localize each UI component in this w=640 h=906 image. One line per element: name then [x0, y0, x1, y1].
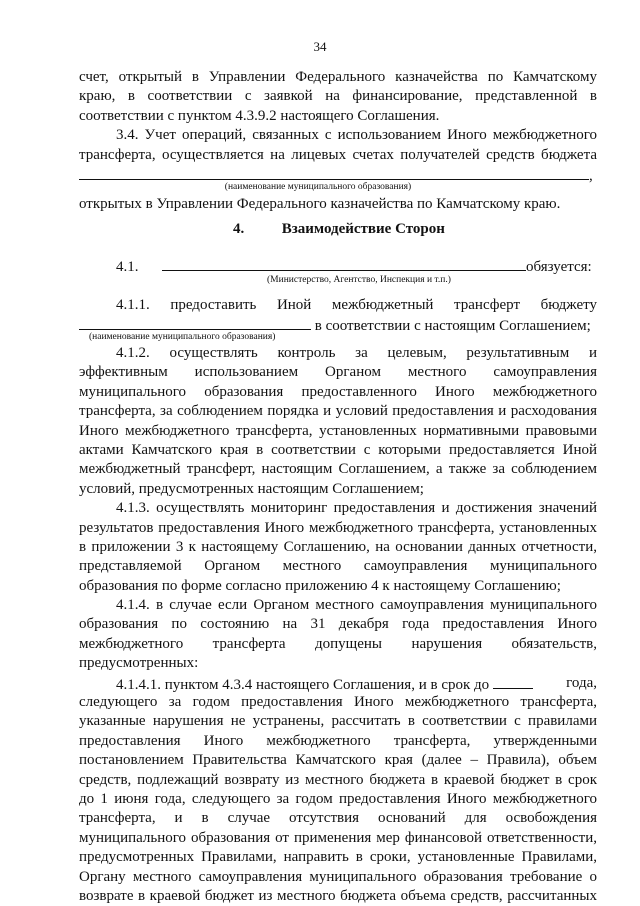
text-line: предусмотренных Правилами, направить в сроки, установленные Правилами, — [79, 849, 597, 866]
text-fragment: года, — [566, 674, 597, 691]
text-line: межбюджетный трансферт, настоящим Соглашением, а также за соблюдением — [79, 461, 597, 478]
page-number: 34 — [313, 39, 327, 54]
text-line: 4.1.4. в случае если Органом местного самоуправления муниципального — [116, 597, 597, 614]
text-line: 3.4. Учет операций, связанных с использованием Иного межбюджетного — [116, 127, 597, 144]
text-line: результатов предоставления Иного межбюджетного трансферта, установленных — [79, 519, 597, 536]
text-line: указанные нарушения не устранены, рассчитать в соответствии с правилами — [79, 713, 597, 730]
text-line: Органу местного самоуправления муниципального образования требование о — [79, 868, 597, 885]
text-line: образования по форме согласно приложению 4 к настоящему Соглашению; — [79, 577, 561, 594]
clause-4-1-1 — [79, 296, 597, 343]
clause-number: 4.1. — [116, 259, 139, 275]
comma: , — [589, 167, 593, 184]
text-line: в приложении 3 к настоящему Соглашению, на основании данных отчетности, — [79, 538, 597, 555]
paragraph-3-3-continuation — [79, 68, 597, 214]
text-line: трансферта, и в случае отсутствия оснований для освобождения — [79, 810, 597, 827]
text-line: условий, предусмотренных настоящим Соглашением; — [79, 480, 424, 497]
text-line — [79, 165, 597, 182]
text-line: Иного межбюджетного трансферта, установленных нормативными правовыми — [79, 422, 597, 439]
text-line: трансферта, осуществляется на лицевых счетах получателей средств бюджета — [79, 146, 597, 163]
text-line: счет, открытый в Управлении Федерального казначейства по Камчатскому — [79, 69, 597, 85]
section-heading — [79, 220, 597, 239]
field-caption: (наименование муниципального образования) — [224, 181, 412, 192]
text-line: соответствии с пунктом 4.3.9.2 настоящего Соглашения. — [79, 107, 440, 124]
text-fragment: обязуется: — [526, 259, 592, 275]
blank-field — [79, 315, 311, 330]
text-line: возврате в краевой бюджет из местного бюджета объема средств, рассчитанных — [79, 887, 597, 904]
text-line: эффективным использованием Органом местного самоуправления — [79, 364, 597, 381]
text-line: предоставления Иного межбюджетного трансферта, утвержденными — [79, 732, 597, 749]
clauses-4-1-2-to-4-1-4 — [79, 344, 597, 906]
text-line: открытых в Управлении Федерального казначейства по Камчатскому краю. — [79, 195, 561, 212]
heading-number: 4. — [233, 221, 245, 237]
text-fragment: 4.1.4.1. пунктом 4.3.4 настоящего Соглашения, и в срок до — [116, 676, 490, 693]
text-line: актами Камчатского края в соответствии с которыми предоставляется Иной — [79, 441, 597, 458]
blank-field — [79, 165, 589, 180]
text-line: 4.1.1. предоставить Иной межбюджетный трансферт бюджету — [116, 297, 597, 313]
text-line: 4.1.2. осуществлять контроль за целевым, результативным и — [116, 345, 597, 361]
text-line: 4.1.3. осуществлять мониторинг предоставления и достижения значений — [116, 500, 597, 517]
text-line: до 1 июня года, следующего за годом предоставления Иного межбюджетного — [79, 790, 597, 807]
text-line: образования по состоянию на 31 декабря года предоставления Иного — [79, 616, 597, 633]
text-line: постановлением Правительства Камчатского края (далее – Правила), объем — [79, 752, 597, 769]
clause-4-1 — [79, 256, 597, 286]
text-line — [79, 674, 597, 693]
text-line: межбюджетного трансферта допущены нарушения обязательств, — [79, 635, 597, 652]
text-line: следующего за годом предоставления Иного межбюджетного трансферта, — [79, 694, 597, 711]
text-line: представляемой Органом местного самоуправления муниципального — [79, 558, 597, 575]
field-caption: (наименование муниципального образования) — [89, 332, 276, 343]
text-line: предусмотренных: — [79, 655, 199, 672]
heading-text: Взаимодействие Сторон — [281, 221, 445, 237]
text-line: средств, подлежащий возврату из местного бюджета в краевой бюджет в срок — [79, 771, 597, 788]
text-line: краю, в соответствии с заявкой на финансирование, представленной в — [79, 88, 597, 105]
text-fragment: в соответствии с настоящим Соглашением; — [314, 318, 591, 335]
text-line: трансферта, за соблюдением порядка и условий предоставления и расходования — [79, 403, 597, 420]
blank-field — [493, 674, 533, 689]
field-caption: (Министерство, Агентство, Инспекция и т.п.) — [267, 275, 451, 286]
text-line: муниципального образования от применения мер финансовой ответственности, — [79, 829, 597, 846]
text-line: муниципального образования предоставленного Иного межбюджетного — [79, 383, 597, 400]
blank-field — [162, 256, 526, 271]
